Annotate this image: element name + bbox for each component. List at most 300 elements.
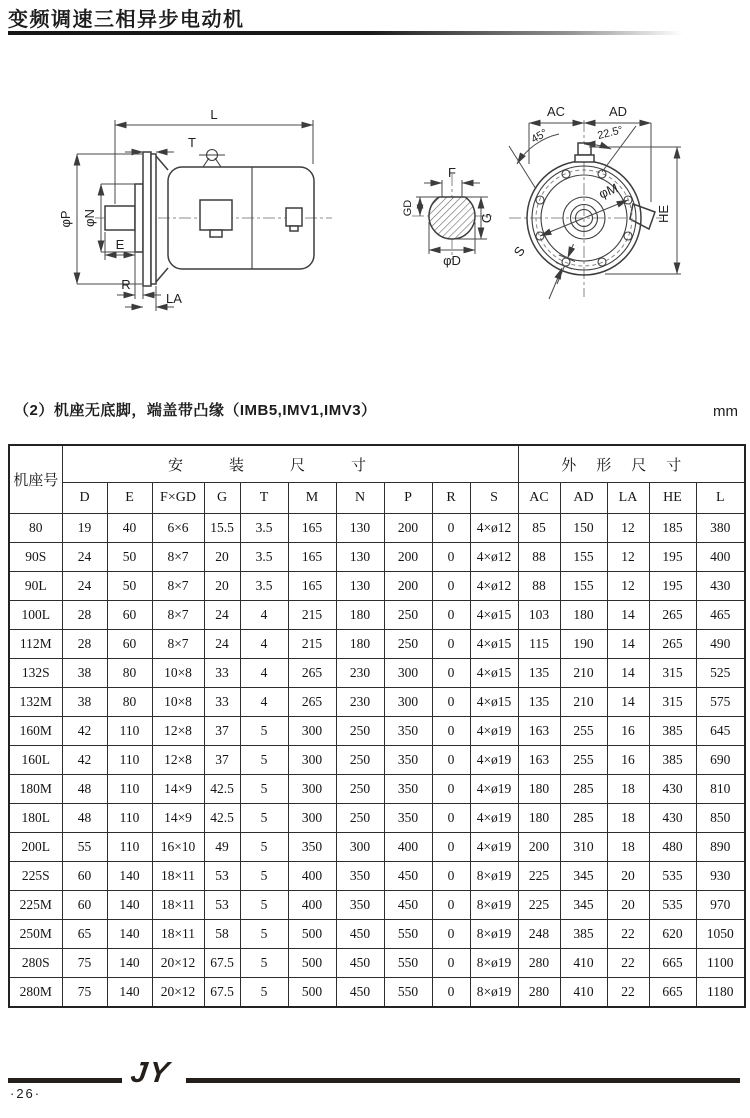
dimension-cell: 250 [384,601,432,630]
dimension-cell: 450 [384,862,432,891]
dimension-cell: 248 [518,920,560,949]
column-header-AC: AC [518,483,560,514]
dimension-cell: 22 [607,978,649,1008]
terminal-lug [630,204,655,229]
dimension-cell: 5 [240,775,288,804]
dimension-cell: 8×ø19 [470,920,518,949]
dimension-cell: 15.5 [204,514,240,543]
dimension-cell: 4×ø15 [470,659,518,688]
dimension-cell: 810 [696,775,745,804]
dimension-cell: 8×7 [152,601,204,630]
dimension-cell: 65 [62,920,107,949]
dimension-cell: 4×ø12 [470,543,518,572]
dimension-cell: 350 [288,833,336,862]
dimension-cell: 930 [696,862,745,891]
frame-size-cell: 225M [9,891,62,920]
dimension-cell: 24 [204,630,240,659]
dimension-cell: 190 [560,630,607,659]
dimension-cell: 285 [560,775,607,804]
dimension-cell: 180 [518,775,560,804]
dimension-cell: 0 [432,891,470,920]
dimension-cell: 50 [107,543,152,572]
dimension-cell: 350 [384,717,432,746]
dimension-cell: 8×ø19 [470,862,518,891]
dim-label-AC: AC [546,104,566,119]
dimension-cell: 645 [696,717,745,746]
dimension-cell: 550 [384,920,432,949]
dimension-cell: 430 [649,775,696,804]
dimension-cell: 410 [560,949,607,978]
dimension-cell: 155 [560,572,607,601]
column-header-FxGD: F×GD [152,483,204,514]
dimension-cell: 225 [518,862,560,891]
dimension-cell: 3.5 [240,514,288,543]
dimension-cell: 200 [384,572,432,601]
dimension-cell: 16 [607,717,649,746]
dimension-cell: 18 [607,833,649,862]
dimension-cell: 300 [384,688,432,717]
dimension-cell: 8×7 [152,572,204,601]
dimension-cell: 300 [288,804,336,833]
dimension-cell: 4×ø15 [470,601,518,630]
dimension-cell: 58 [204,920,240,949]
table-row [9,514,745,543]
dimension-cell: 4 [240,601,288,630]
shaft-section-drawing [402,165,494,268]
dimension-cell: 4 [240,659,288,688]
frame-size-cell: 160L [9,746,62,775]
dimension-cell: 400 [696,543,745,572]
dimension-cell: 300 [336,833,384,862]
dimension-cell: 165 [288,543,336,572]
dimension-cell: 250 [336,717,384,746]
dimension-cell: 0 [432,688,470,717]
dimension-cell: 970 [696,891,745,920]
dimension-cell: 67.5 [204,978,240,1008]
dimension-cell: 4×ø19 [470,804,518,833]
table-row [9,688,745,717]
dimension-cell: 265 [288,688,336,717]
column-header-S: S [470,483,518,514]
dimension-cell: 310 [560,833,607,862]
dimension-cell: 40 [107,514,152,543]
frame-size-cell: 200L [9,833,62,862]
dimension-cell: 480 [649,833,696,862]
dimension-cell: 300 [288,746,336,775]
dimension-cell: 5 [240,833,288,862]
dimension-cell: 48 [62,775,107,804]
dimension-cell: 1100 [696,949,745,978]
frame-size-cell: 180L [9,804,62,833]
dimension-cell: 33 [204,688,240,717]
dimension-cell: 20×12 [152,949,204,978]
dimension-cell: 400 [288,891,336,920]
column-header-R: R [432,483,470,514]
dimension-cell: 0 [432,717,470,746]
dimension-cell: 55 [62,833,107,862]
dimension-cell: 490 [696,630,745,659]
table-row [9,833,745,862]
dimension-cell: 690 [696,746,745,775]
dim-label-phiP: φP [58,210,73,228]
dimension-cell: 75 [62,949,107,978]
dimension-cell: 12 [607,572,649,601]
dimension-cell: 195 [649,572,696,601]
dimension-cell: 350 [384,804,432,833]
dimension-cell: 130 [336,514,384,543]
group-header-install: 安装尺寸 [62,445,518,483]
page-number: ·26· [10,1086,42,1101]
dimension-cell: 500 [288,949,336,978]
dimension-cell: 380 [696,514,745,543]
dimension-cell: 12 [607,514,649,543]
dimension-cell: 42.5 [204,804,240,833]
dimension-cell: 20×12 [152,978,204,1008]
dimension-cell: 0 [432,572,470,601]
dimension-cell: 0 [432,543,470,572]
dimension-cell: 550 [384,978,432,1008]
footer-rule-right [186,1078,740,1083]
dimension-cell: 42 [62,746,107,775]
dimension-cell: 5 [240,862,288,891]
frame-size-cell: 90L [9,572,62,601]
table-caption: （2）机座无底脚，端盖带凸缘（IMB5,IMV1,IMV3） [14,402,377,419]
dimension-cell: 165 [288,572,336,601]
dimension-cell: 4×ø19 [470,717,518,746]
dimension-cell: 1180 [696,978,745,1008]
table-row [9,891,745,920]
table-body [9,514,745,1008]
dimension-cell: 110 [107,775,152,804]
dim-label-S: S [510,243,528,260]
dimension-cell: 5 [240,717,288,746]
dimension-cell: 250 [384,630,432,659]
dimension-cell: 22 [607,949,649,978]
dimension-cell: 345 [560,891,607,920]
dimension-cell: 250 [336,746,384,775]
column-header-N: N [336,483,384,514]
dimension-cell: 350 [384,746,432,775]
dimension-cell: 18×11 [152,891,204,920]
dimension-cell: 163 [518,717,560,746]
dimension-cell: 14 [607,601,649,630]
dimension-cell: 0 [432,659,470,688]
dimension-cell: 75 [62,978,107,1008]
frame-size-cell: 250M [9,920,62,949]
table-row [9,862,745,891]
dimension-cell: 0 [432,746,470,775]
dimension-cell: 20 [607,891,649,920]
dim-label-F: F [448,165,456,180]
dimension-cell: 465 [696,601,745,630]
dimension-cell: 38 [62,659,107,688]
angle-label-45: 45° [529,127,550,146]
dimension-cell: 24 [62,543,107,572]
dimension-cell: 280 [518,978,560,1008]
dim-label-R: R [121,277,131,292]
frame-size-cell: 112M [9,630,62,659]
dimension-cell: 620 [649,920,696,949]
dimension-cell: 280 [518,949,560,978]
dimension-cell: 185 [649,514,696,543]
dimension-cell: 400 [288,862,336,891]
dimension-cell: 450 [336,978,384,1008]
dimension-cell: 140 [107,920,152,949]
column-header-P: P [384,483,432,514]
table-row [9,543,745,572]
dimension-cell: 16×10 [152,833,204,862]
dimension-cell: 5 [240,920,288,949]
dimension-cell: 0 [432,630,470,659]
dimension-cell: 8×ø19 [470,891,518,920]
dimension-cell: 665 [649,978,696,1008]
dimension-cell: 230 [336,659,384,688]
dimension-cell: 525 [696,659,745,688]
dimension-cell: 110 [107,746,152,775]
dimension-cell: 350 [336,862,384,891]
dim-label-HE: HE [656,204,671,224]
dimension-cell: 450 [384,891,432,920]
dimension-cell: 195 [649,543,696,572]
dimension-cell: 110 [107,833,152,862]
dimension-cell: 285 [560,804,607,833]
dimension-cell: 18×11 [152,920,204,949]
dimension-cell: 165 [288,514,336,543]
title-divider [8,31,704,35]
dimension-cell: 42.5 [204,775,240,804]
dimension-cell: 4×ø19 [470,775,518,804]
dimension-cell: 255 [560,717,607,746]
dimension-cell: 163 [518,746,560,775]
dimension-cell: 18×11 [152,862,204,891]
table-row [9,949,745,978]
dimension-cell: 5 [240,746,288,775]
dimension-cell: 12×8 [152,746,204,775]
group-header-outline: 外形尺寸 [518,445,745,483]
dimension-cell: 385 [560,920,607,949]
frame-size-cell: 132M [9,688,62,717]
dimension-cell: 315 [649,688,696,717]
dimension-cell: 155 [560,543,607,572]
table-row [9,804,745,833]
dimension-cell: 12 [607,543,649,572]
dimension-cell: 85 [518,514,560,543]
dimension-cell: 550 [384,949,432,978]
dim-label-G: G [479,212,494,224]
dimension-cell: 350 [336,891,384,920]
dimension-cell: 14 [607,630,649,659]
motor-front-view-drawing [509,104,681,299]
motor-side-view-drawing [58,107,332,311]
dimension-cell: 0 [432,949,470,978]
dimension-cell: 0 [432,978,470,1008]
dimension-cell: 8×ø19 [470,949,518,978]
dim-label-GD: GD [402,199,414,217]
dimension-cell: 4×ø12 [470,514,518,543]
dimension-cell: 3.5 [240,543,288,572]
dimension-cell: 4 [240,688,288,717]
dimension-cell: 4×ø19 [470,833,518,862]
dimension-cell: 200 [518,833,560,862]
dimension-cell: 6×6 [152,514,204,543]
dim-label-AD: AD [608,104,628,119]
column-header-LA: LA [607,483,649,514]
dimension-cell: 265 [649,630,696,659]
dimension-cell: 38 [62,688,107,717]
dimension-cell: 53 [204,862,240,891]
dimension-cell: 500 [288,978,336,1008]
dimension-cell: 60 [62,862,107,891]
dimension-cell: 350 [384,775,432,804]
dimension-cell: 410 [560,978,607,1008]
dimension-cell: 20 [607,862,649,891]
dimension-cell: 50 [107,572,152,601]
dimension-cell: 180 [336,601,384,630]
dimension-cell: 4 [240,630,288,659]
dimension-cell: 14 [607,688,649,717]
dimension-cell: 5 [240,949,288,978]
dim-label-phiM: φM [596,180,621,202]
dimension-cell: 4×ø19 [470,746,518,775]
unit-label: mm [713,403,738,420]
dimension-cell: 4×ø12 [470,572,518,601]
dimension-cell: 19 [62,514,107,543]
dimension-cell: 3.5 [240,572,288,601]
frame-size-cell: 160M [9,717,62,746]
dimension-cell: 24 [204,601,240,630]
dimension-cell: 42 [62,717,107,746]
table-row [9,659,745,688]
dimension-cell: 450 [336,949,384,978]
dimension-cell: 10×8 [152,659,204,688]
dimension-cell: 850 [696,804,745,833]
dimension-cell: 890 [696,833,745,862]
dimension-cell: 430 [696,572,745,601]
dimension-cell: 8×ø19 [470,978,518,1008]
dimension-cell: 88 [518,543,560,572]
dimension-cell: 140 [107,949,152,978]
dimension-cell: 20 [204,572,240,601]
dimension-cell: 265 [649,601,696,630]
dimension-cell: 48 [62,804,107,833]
table-row [9,775,745,804]
table-row [9,572,745,601]
dimension-cell: 0 [432,601,470,630]
dimension-cell: 0 [432,920,470,949]
dim-label-phiN: φN [82,209,97,227]
dimension-cell: 37 [204,717,240,746]
dimension-cell: 60 [107,601,152,630]
dimension-cell: 180 [518,804,560,833]
dimension-cell: 8×7 [152,630,204,659]
dimension-cell: 225 [518,891,560,920]
dim-label-T: T [188,135,196,150]
dimension-cell: 250 [336,775,384,804]
dimension-cell: 250 [336,804,384,833]
dimension-cell: 180 [336,630,384,659]
frame-size-cell: 90S [9,543,62,572]
dimension-cell: 140 [107,891,152,920]
table-row [9,920,745,949]
dimension-cell: 0 [432,514,470,543]
dimension-cell: 12×8 [152,717,204,746]
dim-label-L: L [210,107,218,122]
dimension-cell: 88 [518,572,560,601]
dimension-cell: 0 [432,804,470,833]
dimension-cell: 255 [560,746,607,775]
dimension-cell: 300 [288,775,336,804]
dim-label-E: E [115,237,125,252]
dimension-cell: 210 [560,659,607,688]
dimension-cell: 135 [518,688,560,717]
dimension-cell: 215 [288,630,336,659]
dimension-cell: 345 [560,862,607,891]
dimension-cell: 16 [607,746,649,775]
dimension-cell: 385 [649,746,696,775]
section-caption-row [14,399,740,420]
dimension-cell: 210 [560,688,607,717]
table-row [9,978,745,1008]
dimension-cell: 0 [432,775,470,804]
dimension-cell: 140 [107,978,152,1008]
frame-size-cell: 225S [9,862,62,891]
dimension-cell: 1050 [696,920,745,949]
dimension-cell: 14 [607,659,649,688]
table-row [9,630,745,659]
column-header-D: D [62,483,107,514]
column-header-L: L [696,483,745,514]
dimension-cell: 80 [107,688,152,717]
column-header-M: M [288,483,336,514]
dimension-cell: 500 [288,920,336,949]
dimension-cell: 5 [240,891,288,920]
dimension-cell: 0 [432,862,470,891]
dimension-cell: 14×9 [152,775,204,804]
dimension-cell: 130 [336,572,384,601]
dimension-cell: 5 [240,978,288,1008]
dimension-cell: 575 [696,688,745,717]
dimension-cell: 60 [107,630,152,659]
dim-label-phiD: φD [443,253,461,268]
dimension-cell: 300 [288,717,336,746]
dimension-cell: 385 [649,717,696,746]
footer-rule-left [8,1078,122,1083]
table-row [9,717,745,746]
dimension-cell: 200 [384,514,432,543]
dimension-cell: 180 [560,601,607,630]
frame-size-cell: 280S [9,949,62,978]
dimension-cell: 535 [649,891,696,920]
dimension-cell: 230 [336,688,384,717]
dimension-cell: 110 [107,717,152,746]
dimension-cell: 18 [607,775,649,804]
dimension-cell: 110 [107,804,152,833]
dimension-cell: 20 [204,543,240,572]
column-header-E: E [107,483,152,514]
dimension-cell: 4×ø15 [470,630,518,659]
table-header [9,445,745,514]
dimension-cell: 14×9 [152,804,204,833]
dimension-cell: 115 [518,630,560,659]
dimension-cell: 665 [649,949,696,978]
column-header-T: T [240,483,288,514]
dimension-cell: 10×8 [152,688,204,717]
dimension-cell: 8×7 [152,543,204,572]
frame-size-cell: 280M [9,978,62,1008]
brand-logo: JY [128,1057,173,1089]
dimension-cell: 53 [204,891,240,920]
column-header-AD: AD [560,483,607,514]
